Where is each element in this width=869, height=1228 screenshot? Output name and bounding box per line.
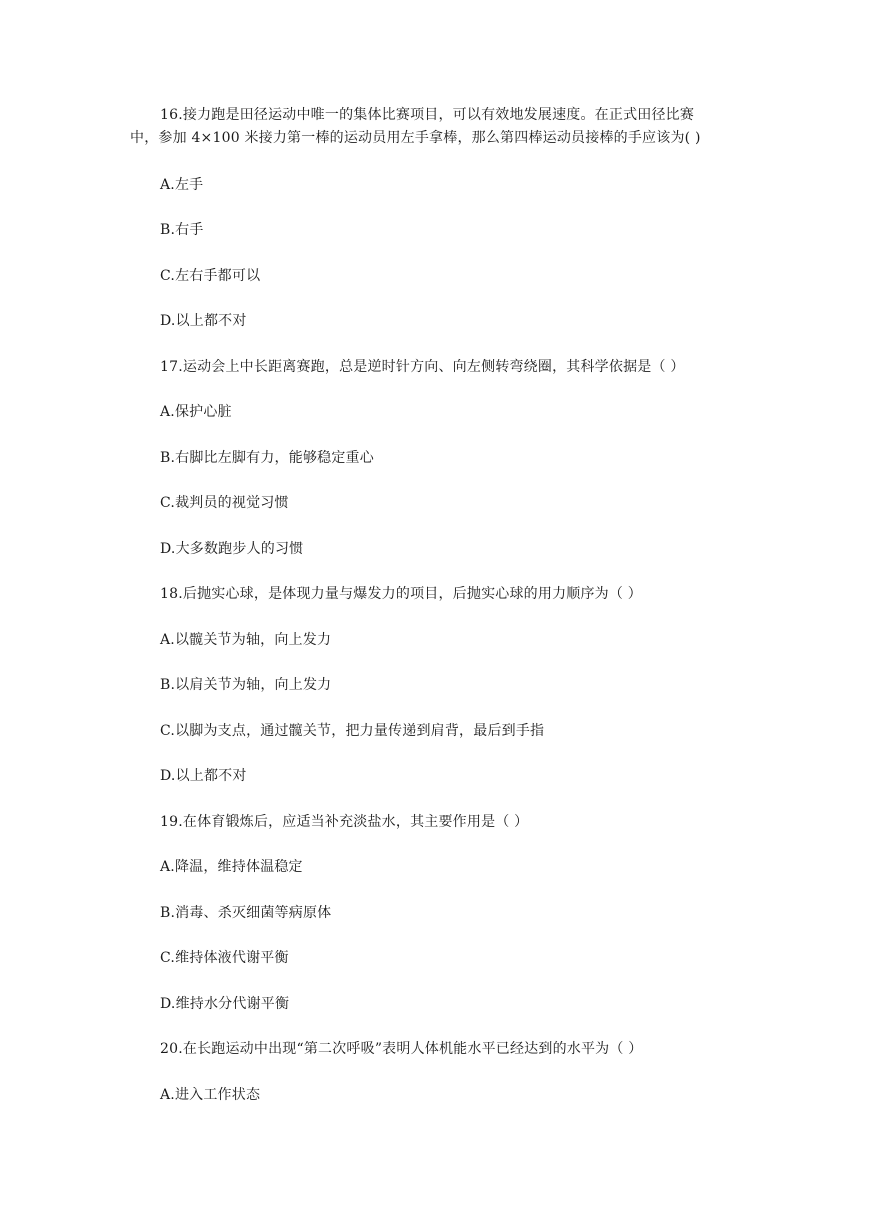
question-18-stem: 18.后抛实心球，是体现力量与爆发力的项目，后抛实心球的用力顺序为（ ）	[160, 586, 642, 602]
question-17-option-d: D.大多数跑步人的习惯	[160, 541, 304, 557]
question-16-option-a: A.左手	[160, 177, 204, 193]
question-17-option-c: C.裁判员的视觉习惯	[160, 495, 289, 511]
question-18-option-a: A.以髋关节为轴，向上发力	[160, 632, 332, 648]
question-19-option-d: D.维持水分代谢平衡	[160, 996, 290, 1012]
question-19-stem: 19.在体育锻炼后，应适当补充淡盐水，其主要作用是（ ）	[160, 814, 529, 830]
question-17-option-a: A.保护心脏	[160, 404, 232, 420]
question-16-option-b: B.右手	[160, 222, 204, 238]
question-18-option-b: B.以肩关节为轴，向上发力	[160, 677, 332, 693]
question-17-option-b: B.右脚比左脚有力，能够稳定重心	[160, 450, 374, 466]
question-20-option-a: A.进入工作状态	[160, 1087, 261, 1103]
question-16-stem: 16.接力跑是田径运动中唯一的集体比赛项目，可以有效地发展速度。在正式田径比赛	[160, 107, 695, 123]
question-19-option-c: C.维持体液代谢平衡	[160, 950, 289, 966]
question-16-option-d: D.以上都不对	[160, 313, 247, 329]
question-17-stem: 17.运动会上中长距离赛跑，总是逆时针方向、向左侧转弯绕圈，其科学依据是（ ）	[160, 359, 685, 375]
question-19-option-a: A.降温，维持体温稳定	[160, 859, 303, 875]
question-16-stem-continued: 中，参加 4×100 米接力第一棒的运动员用左手拿棒，那么第四棒运动员接棒的手应该为( )	[130, 130, 701, 146]
question-16-option-c: C.左右手都可以	[160, 268, 261, 284]
question-20-stem: 20.在长跑运动中出现“第二次呼吸”表明人体机能水平已经达到的水平为（ ）	[160, 1041, 643, 1057]
question-18-option-d: D.以上都不对	[160, 768, 247, 784]
question-18-option-c: C.以脚为支点，通过髋关节，把力量传递到肩背，最后到手指	[160, 723, 545, 739]
question-19-option-b: B.消毒、杀灭细菌等病原体	[160, 905, 332, 921]
